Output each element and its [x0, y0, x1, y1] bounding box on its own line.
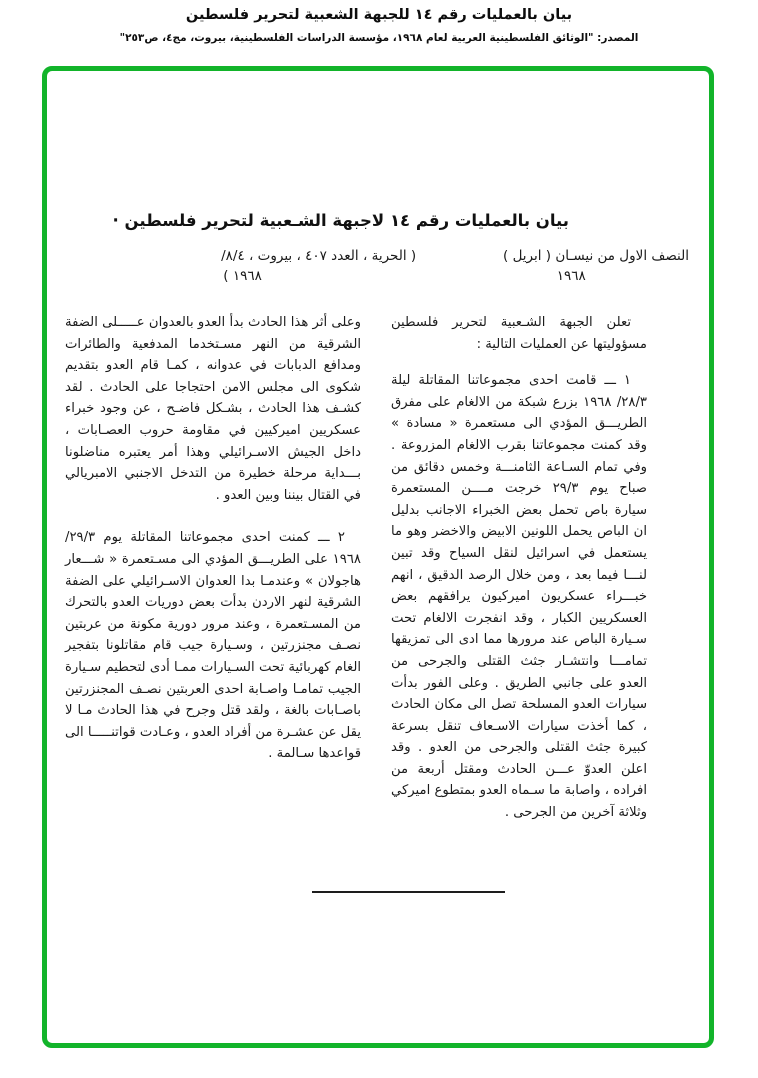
- page-header: [0, 0, 758, 44]
- dateline-issue-date: [453, 246, 689, 286]
- column-left: [65, 312, 361, 845]
- paragraph-continuation: وعلى أثر هذا الحادث بدأ العدو بالعدوان عـــــلى الضفة الشرقية من النهر مسـتخدما المدفعية والطائرات ومدافع الدبابات في عدوانه ، كمـا قام العدو بتقديم شكوى الى مجلس الامن احتجاجا على الحادث . لقد كشـف هذا الحادث ، بشـكل فاضـح ، عن وجود خبراء عسكريين اميركيين في مقاومة حروب العصـابات ، داخل الجيش الاسـرائيلي وهذا أمر يعتبره مناضلونا بـــداية مرحلة خطيرة من التدخل الاجنبي الامبريالي في القتال بيننا وبين العدو .: [65, 315, 361, 503]
- document-scan-frame: [42, 66, 714, 1048]
- closing-rule: [312, 891, 505, 893]
- dateline-issue-line2: ١٩٦٨: [556, 268, 586, 284]
- dateline-issue-line1: النصف الاول من نيسـان ( ابريل ): [503, 248, 689, 264]
- dateline-publication: [69, 246, 416, 286]
- page-title: بيان بالعمليات رقم ١٤ للجبهة الشعبية لتحرير فلسطين: [185, 7, 573, 23]
- dateline-publication-line1: ( الحرية ، العدد ٤٠٧ ، بيروت ، ٨/٤/: [221, 248, 417, 264]
- paragraph-operation-2: ٢ ـــ كمنت احدى مجموعاتنا المقاتلة يوم ٢٩/٣/ ١٩٦٨ على الطريـــق المؤدي الى مسـتعمرة « شـــعار هاجولان » وعندمـا بدا العدوان الاسـرائيلي على الضفة الشرقية لنهر الاردن بدأت بعض دوريات العدو بالتحرك من المسـتعمرة ، وعند مرور دورية مكونة من عربتين نصـف مجنزرتين ، وسـيارة جيب قام مقاتلونا بتفجير الغام كهربائية تحت السـيارات ممـا أدى لتحطيم سـيارة الجيب تمامـا واصـابة احدى العربتين نصـف المجنزرتين باصـابات بالغة ، ولقد قتل وجرح في هذا الحادث مـا لا يقل عن عشـرة من أفراد العدو ، وعـادت قواتنـــــا الى قواعدها سـالمة .: [65, 530, 361, 762]
- dateline-publication-line2: ١٩٦٨ ): [223, 268, 262, 284]
- document-title: بيان بالعمليات رقم ١٤ لاجبهة الشـعبية لتحرير فلسطين ·: [112, 211, 569, 230]
- dateline: [69, 246, 689, 286]
- source-citation: المصدر: "الوثائق الفلسطينية العربية لعام ١٩٦٨، مؤسسة الدراسات الفلسطينية، بيروت، مج٤، ص٢٥٣": [119, 32, 639, 44]
- column-right: [391, 312, 647, 845]
- body-columns: [63, 312, 647, 845]
- paragraph-operation-1: ١ ـــ قامت احدى مجموعاتنا المقاتلة ليلة ٢٨/٣/ ١٩٦٨ بزرع شبكة من الالغام على مفرق الطريـــق المؤدي الى مستعمرة « مسادة » وقد كمنت مجموعاتنا بقرب الالغام المزروعة . وفي تمام السـاعة الثامنـــة وخمس دقائق من صباح يوم ٢٩/٣ خرجت مــــن المستعمرة سيارة باص تحمل بعض الخبراء الاجانب بدليل ان الباص يحمل اللونين الابيض والاخضر وهو ما يستعمل في اسرائيل لنقل السياح وقد تبين لنـــا فيما بعد ، ومن خلال الرصد الدقيق ، انهم خبـــراء عسكريون اميركيون يرافقهم بعض العسكريين الكبار ، وقد انفجرت الالغام تحت سـيارة الباص عند مرورها مما ادى الى تمزيقها تمامـــا وانتشـار جثث القتلى والجرحى من العدو على جانبي الطريق . وعلى الفور بدأت سيارات العدو المسلحة تصل الى مكان الحادث ، كما أخذت سيارات الاسـعاف تنقل بسرعة كبيرة جثث القتلى والجرحى من العدو . وقد اعلن العدوّ عـــن الحادث ومقتل أربعة من افراده ، واصابة ما سـماه العدو بمتطوع اميركي وثلاثة آخرين من الجرحى .: [391, 373, 647, 821]
- scanned-document: [47, 71, 709, 1043]
- paragraph-intro: تعلن الجبهة الشـعبية لتحرير فلسطين مسؤوليتها عن العمليات التالية :: [391, 315, 647, 352]
